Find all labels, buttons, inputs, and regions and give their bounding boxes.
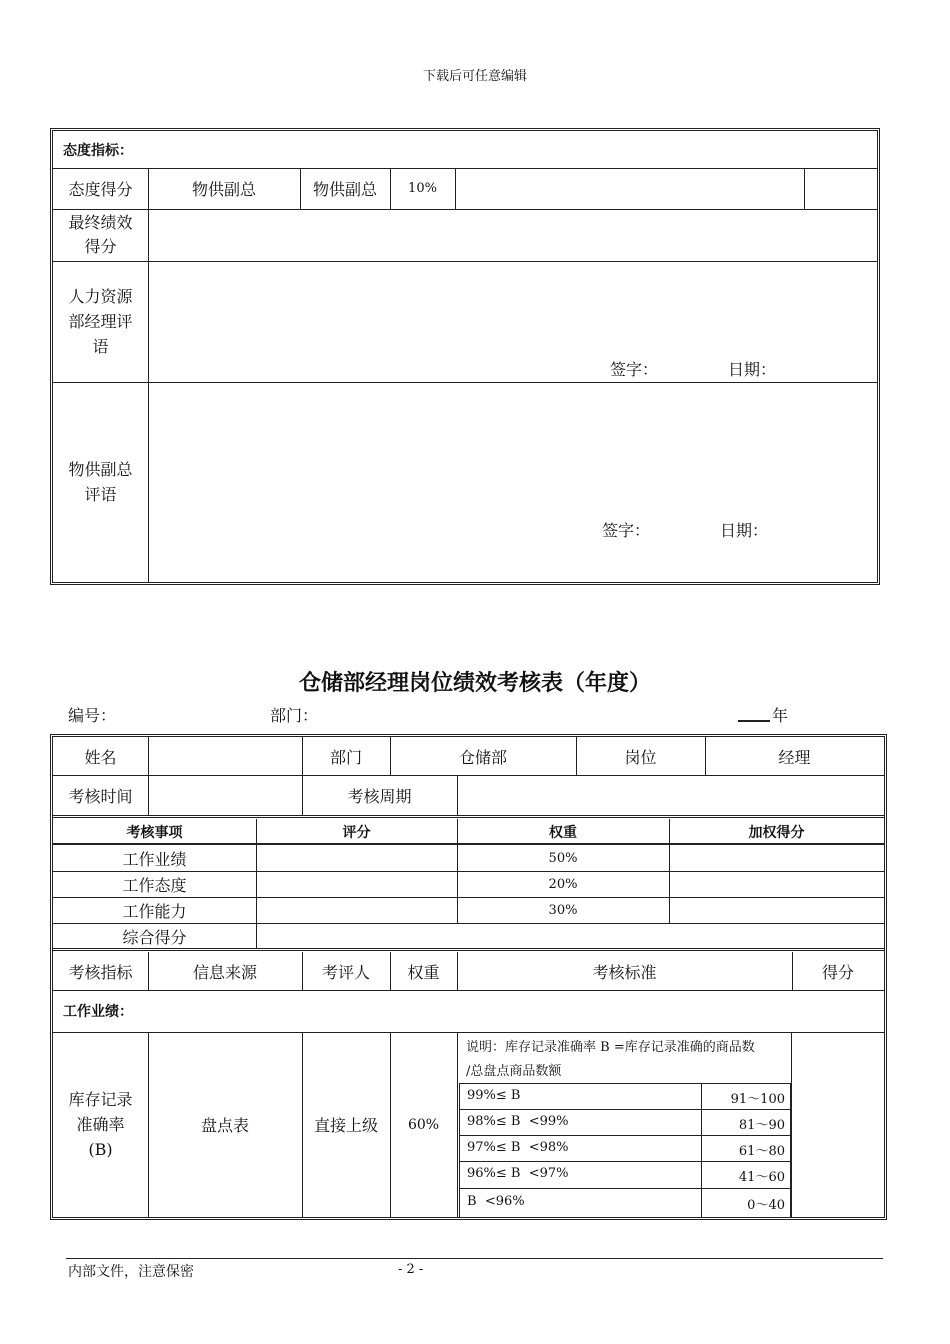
number-label: 编号： (68, 706, 117, 725)
name-value-cell (148, 737, 303, 775)
page-header-note: 下载后可任意编辑 (422, 68, 527, 84)
detail-header-weight: 权重 (390, 952, 458, 990)
form-title: 仓储部经理岗位绩效考核表（年度） (298, 670, 651, 696)
summary-score-cell (256, 845, 458, 871)
dept-value: 仓储部 (390, 737, 577, 775)
time-value-cell (148, 775, 303, 816)
vp-date-label: 日期： (720, 521, 769, 540)
indicator-weight: 60% (390, 1032, 458, 1217)
criteria-condition: 99%≤ B (467, 1088, 521, 1103)
row-divider (53, 261, 877, 262)
criteria-column-divider (701, 1083, 702, 1218)
criteria-score: 41～60 (738, 1170, 785, 1185)
criteria-divider (459, 1188, 791, 1189)
attitude-weight: 10% (390, 168, 456, 209)
indicator-name: 库存记录 准确率 (B) (53, 1032, 149, 1217)
criteria-divider (459, 1161, 791, 1162)
position-value: 经理 (778, 747, 811, 767)
criteria-condition: 96%≤ B <97% (467, 1166, 569, 1181)
criteria-condition: 97%≤ B <98% (467, 1140, 569, 1155)
year-label: 年 (772, 706, 789, 725)
attitude-score-label: 态度得分 (53, 168, 149, 209)
summary-item: 工作业绩 (53, 845, 257, 871)
final-score-label: 最终绩效得分 (53, 209, 149, 261)
page-number: - 2 - (398, 1262, 424, 1277)
criteria-condition: 98%≤ B <99% (467, 1114, 569, 1129)
criteria-score: 81～90 (738, 1118, 785, 1133)
summary-item: 工作态度 (53, 871, 257, 897)
vp-sign-label: 签字： (602, 521, 651, 540)
section-divider (53, 948, 884, 951)
section-divider (53, 815, 884, 818)
indicator-reviewer: 直接上级 (302, 1032, 391, 1217)
row-divider (53, 382, 877, 383)
attitude-standard-cell (455, 168, 805, 209)
indicator-description: 说明：库存记录准确率 B =库存记录准确的商品数 /总盘点商品数额 (466, 1040, 755, 1079)
attitude-source: 物供副总 (148, 168, 301, 209)
summary-weight: 50% (457, 845, 670, 871)
hr-comment-label: 人力资源部经理评语 (53, 261, 149, 382)
hr-sign-label: 签字： (610, 360, 659, 379)
detail-header-score: 得分 (821, 962, 854, 982)
attitude-heading: 态度指标： (63, 142, 133, 159)
period-value-cell (457, 775, 884, 816)
summary-item: 工作能力 (53, 897, 257, 923)
total-score-label: 综合得分 (53, 923, 257, 949)
year-blank (738, 720, 770, 722)
vp-comment-label: 物供副总评语 (53, 382, 149, 582)
detail-header-source: 信息来源 (148, 952, 303, 990)
time-label: 考核时间 (53, 775, 149, 816)
summary-weight: 30% (457, 897, 670, 923)
performance-heading: 工作业绩： (63, 1004, 133, 1020)
summary-header-weight: 权重 (457, 819, 670, 844)
criteria-score: 0～40 (747, 1198, 785, 1213)
detail-header-indicator: 考核指标 (53, 952, 149, 990)
criteria-score: 61～80 (738, 1144, 785, 1159)
score-column-divider (791, 1032, 792, 1217)
attitude-score-cell (804, 168, 877, 209)
summary-header-weighted: 加权得分 (748, 824, 805, 841)
summary-score-cell (256, 871, 458, 897)
row-divider (53, 209, 877, 210)
criteria-condition: B <96% (467, 1194, 525, 1209)
hr-date-label: 日期： (728, 360, 777, 379)
attitude-reviewer: 物供副总 (300, 168, 391, 209)
summary-weight: 20% (457, 871, 670, 897)
indicator-source: 盘点表 (148, 1032, 303, 1217)
footer-rule (66, 1258, 883, 1259)
summary-score-cell (256, 897, 458, 923)
summary-header-item: 考核事项 (53, 819, 257, 844)
position-label: 岗位 (576, 737, 706, 775)
summary-header-score: 评分 (256, 819, 458, 844)
footer-confidential: 内部文件，注意保密 (68, 1264, 194, 1280)
detail-header-standard: 考核标准 (457, 952, 793, 990)
criteria-divider (459, 1109, 791, 1110)
dept-label: 部门 (302, 737, 391, 775)
criteria-score: 91～100 (730, 1092, 785, 1107)
period-label: 考核周期 (302, 775, 458, 816)
department-label: 部门： (270, 706, 319, 725)
name-label: 姓名 (53, 737, 149, 775)
detail-header-reviewer: 考评人 (302, 952, 391, 990)
criteria-divider (459, 1135, 791, 1136)
